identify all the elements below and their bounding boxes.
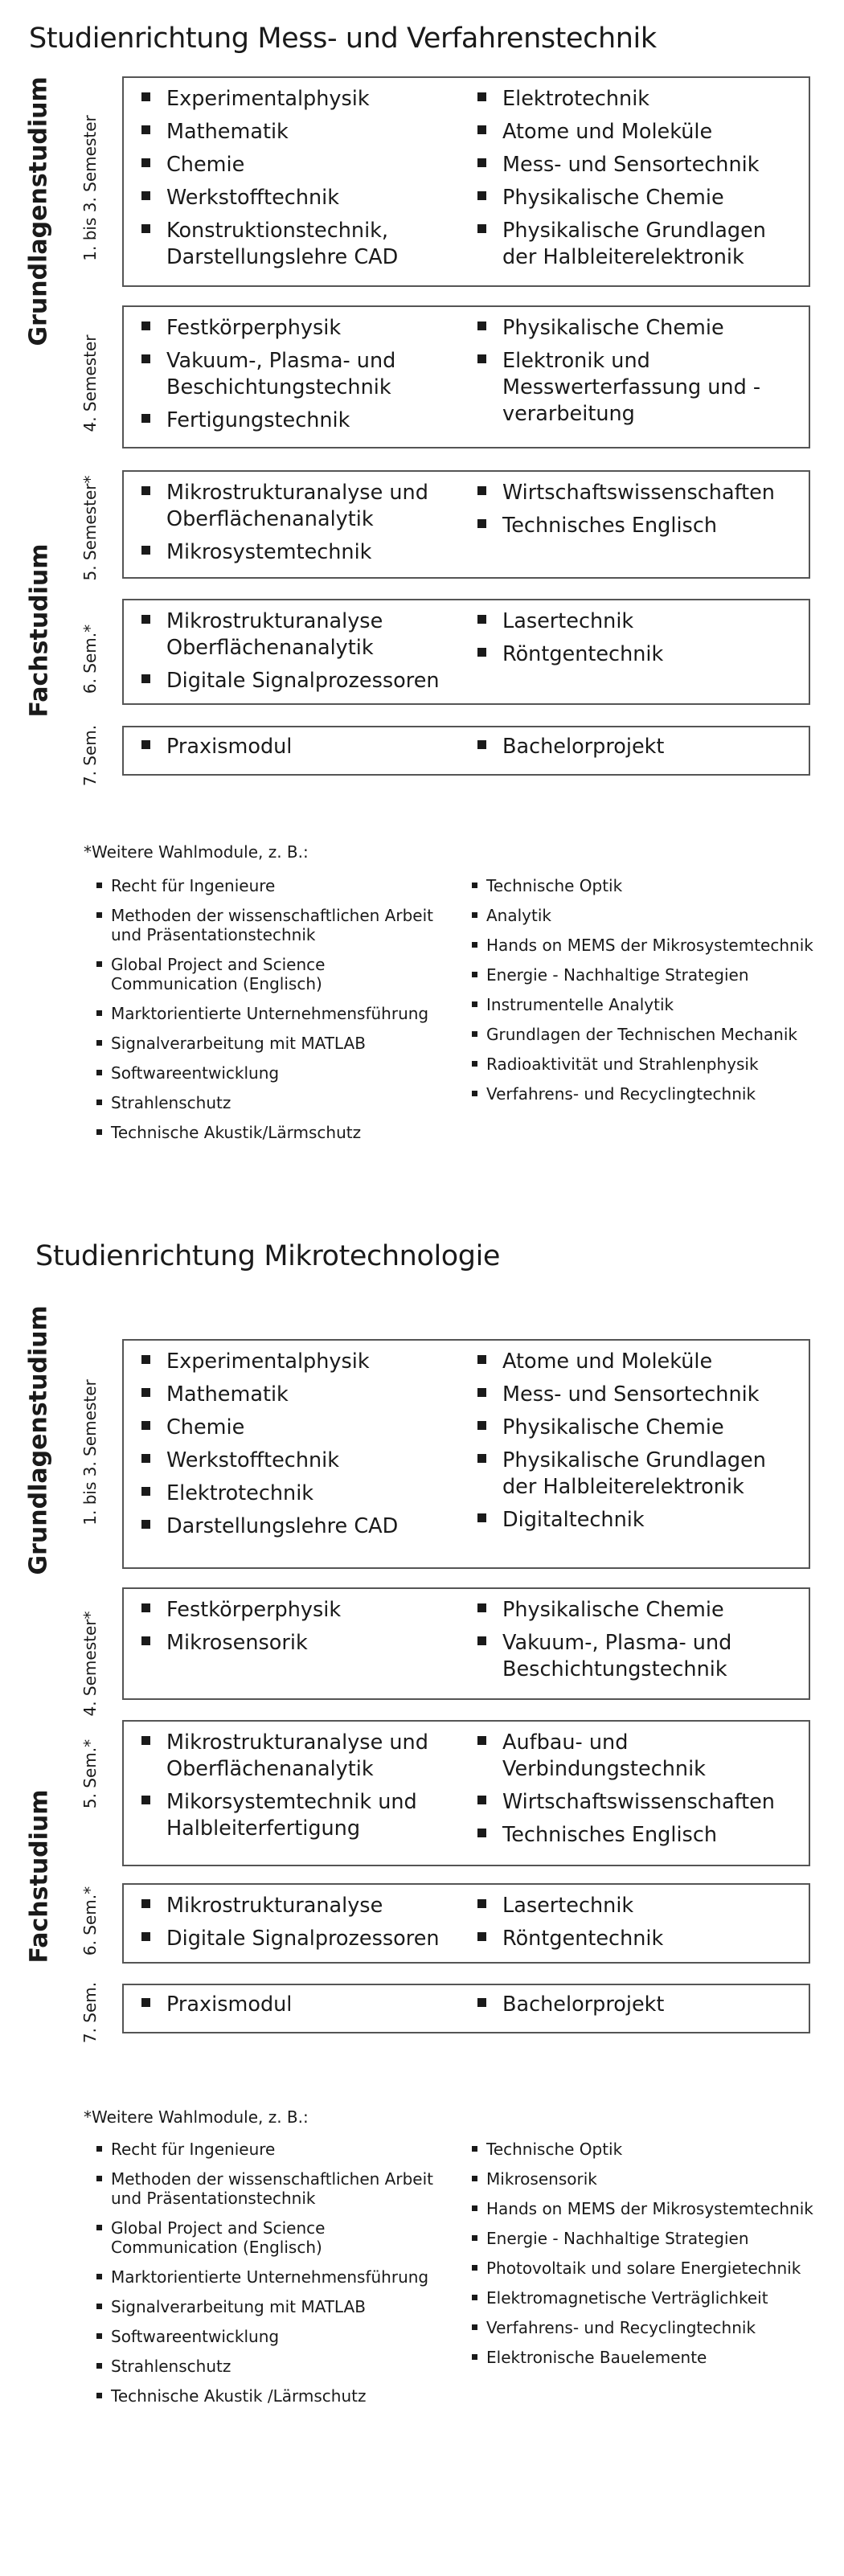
module-item: Experimentalphysik	[140, 1349, 461, 1375]
module-item: Fertigungstechnik	[140, 407, 461, 434]
list-item: Recht für Ingenieure	[95, 2140, 449, 2159]
module-item: Mikrostrukturanalyse Oberflächenanalytik	[140, 608, 461, 661]
module-item: Technisches Englisch	[476, 1822, 797, 1849]
list-item: Photovoltaik und solare Energietechnik	[470, 2259, 824, 2278]
module-item: Praxismodul	[140, 734, 461, 760]
module-item: Mikrostrukturanalyse und Oberflächenanalytik	[140, 1730, 461, 1783]
list-item: Hands on MEMS der Mikrosystemtechnik	[470, 936, 824, 955]
semester-block	[122, 599, 810, 705]
list-item: Signalverarbeitung mit MATLAB	[95, 2297, 449, 2316]
module-item: Digitaltechnik	[476, 1507, 797, 1534]
list-item: Technische Akustik /Lärmschutz	[95, 2386, 449, 2406]
semester-block	[122, 1339, 810, 1569]
list-item: Energie - Nachhaltige Strategien	[470, 2229, 824, 2248]
semester-label: 5. Sem.*	[80, 1738, 100, 1809]
module-item: Elektronik und Messwerterfassung und -verarbeitung	[476, 348, 797, 428]
module-item: Mikrosystemtechnik	[140, 539, 461, 566]
group-label-fachstudium: Fachstudium	[25, 543, 54, 718]
list-item: Global Project and Science Communication (Englisch)	[95, 2218, 449, 2257]
module-item: Vakuum-, Plasma- und Beschichtungstechnik	[476, 1630, 797, 1683]
group-label-grundlagenstudium: Grundlagenstudium	[24, 1305, 53, 1575]
semester-block	[122, 726, 810, 776]
module-item: Wirtschaftswissenschaften	[476, 1789, 797, 1816]
module-item: Darstellungslehre CAD	[140, 1513, 461, 1540]
module-item: Mess- und Sensortechnik	[476, 152, 797, 178]
module-item: Digitale Signalprozessoren	[140, 1926, 461, 1952]
semester-label: 6. Sem.*	[80, 1886, 100, 1956]
module-item: Mathematik	[140, 1382, 461, 1408]
module-item: Mikrostrukturanalyse und Oberflächenanalytik	[140, 480, 461, 533]
module-item: Mathematik	[140, 119, 461, 145]
module-item: Physikalische Chemie	[476, 1597, 797, 1624]
list-item: Hands on MEMS der Mikrosystemtechnik	[470, 2199, 824, 2218]
semester-block	[122, 1587, 810, 1700]
list-item: Verfahrens- und Recyclingtechnik	[470, 2318, 824, 2337]
semester-block	[122, 1720, 810, 1866]
module-item: Mikrosensorik	[140, 1630, 461, 1657]
semester-label: 4. Semester	[80, 334, 100, 432]
semester-label: 7. Sem.	[80, 1981, 100, 2044]
elective-note: *Weitere Wahlmodule, z. B.:	[84, 842, 309, 862]
module-item: Festkörperphysik	[140, 1597, 461, 1624]
semester-label: 5. Semester*	[80, 475, 100, 581]
list-item: Global Project and Science Communication (Englisch)	[95, 955, 449, 993]
module-item: Mikorsystemtechnik und Halbleiterfertigung	[140, 1789, 461, 1842]
list-item: Softwareentwicklung	[95, 2327, 449, 2346]
list-item: Mikrosensorik	[470, 2169, 824, 2189]
semester-label: 1. bis 3. Semester	[80, 115, 100, 261]
module-item: Röntgentechnik	[476, 1926, 797, 1952]
list-item: Recht für Ingenieure	[95, 876, 449, 895]
list-item: Grundlagen der Technischen Mechanik	[470, 1025, 824, 1044]
semester-label: 4. Semester*	[80, 1611, 100, 1717]
module-item: Elektrotechnik	[476, 86, 797, 113]
list-item: Signalverarbeitung mit MATLAB	[95, 1034, 449, 1053]
list-item: Radioaktivität und Strahlenphysik	[470, 1055, 824, 1074]
list-item: Marktorientierte Unternehmensführung	[95, 1004, 449, 1023]
list-item: Technische Optik	[470, 2140, 824, 2159]
semester-label: 6. Sem.*	[80, 624, 100, 694]
module-item: Mess- und Sensortechnik	[476, 1382, 797, 1408]
list-item: Softwareentwicklung	[95, 1063, 449, 1083]
semester-block	[122, 1883, 810, 1964]
list-item: Verfahrens- und Recyclingtechnik	[470, 1084, 824, 1104]
module-item: Digitale Signalprozessoren	[140, 668, 461, 694]
module-item: Festkörperphysik	[140, 315, 461, 342]
list-item: Elektromagnetische Verträglichkeit	[470, 2288, 824, 2308]
module-item: Mikrostrukturanalyse	[140, 1893, 461, 1919]
module-item: Aufbau- und Verbindungstechnik	[476, 1730, 797, 1783]
module-item: Wirtschaftswissenschaften	[476, 480, 797, 506]
module-item: Lasertechnik	[476, 1893, 797, 1919]
semester-block	[122, 470, 810, 579]
group-label-grundlagenstudium: Grundlagenstudium	[24, 76, 53, 346]
list-item: Analytik	[470, 906, 824, 925]
elective-note: *Weitere Wahlmodule, z. B.:	[84, 2107, 309, 2127]
module-item: Physikalische Grundlagen der Halbleiterelektronik	[476, 218, 797, 271]
semester-block	[122, 76, 810, 287]
module-item: Bachelorprojekt	[476, 1992, 797, 2018]
list-item: Strahlenschutz	[95, 1093, 449, 1112]
module-item: Röntgentechnik	[476, 641, 797, 668]
elective-list-left	[95, 876, 449, 1153]
module-item: Chemie	[140, 1415, 461, 1441]
semester-block	[122, 1984, 810, 2033]
elective-list-right	[470, 2140, 824, 2377]
module-item: Physikalische Chemie	[476, 185, 797, 211]
module-item: Experimentalphysik	[140, 86, 461, 113]
semester-label: 1. bis 3. Semester	[80, 1379, 100, 1526]
section-title: Studienrichtung Mikrotechnologie	[35, 1240, 501, 1272]
module-item: Vakuum-, Plasma- und Beschichtungstechnik	[140, 348, 461, 401]
list-item: Elektronische Bauelemente	[470, 2348, 824, 2367]
module-item: Atome und Moleküle	[476, 1349, 797, 1375]
module-item: Elektrotechnik	[140, 1480, 461, 1507]
list-item: Methoden der wissenschaftlichen Arbeit und Präsentationstechnik	[95, 906, 449, 944]
list-item: Methoden der wissenschaftlichen Arbeit und Präsentationstechnik	[95, 2169, 449, 2208]
elective-list-right	[470, 876, 824, 1114]
elective-list-left	[95, 2140, 449, 2416]
module-item: Physikalische Grundlagen der Halbleiterelektronik	[476, 1448, 797, 1501]
module-item: Atome und Moleküle	[476, 119, 797, 145]
list-item: Technische Akustik/Lärmschutz	[95, 1123, 449, 1142]
semester-label: 7. Sem.	[80, 724, 100, 787]
list-item: Strahlenschutz	[95, 2357, 449, 2376]
module-item: Technisches Englisch	[476, 513, 797, 539]
list-item: Marktorientierte Unternehmensführung	[95, 2267, 449, 2287]
module-item: Lasertechnik	[476, 608, 797, 635]
list-item: Energie - Nachhaltige Strategien	[470, 965, 824, 985]
module-item: Praxismodul	[140, 1992, 461, 2018]
semester-block	[122, 305, 810, 448]
list-item: Instrumentelle Analytik	[470, 995, 824, 1014]
module-item: Chemie	[140, 152, 461, 178]
module-item: Werkstofftechnik	[140, 1448, 461, 1474]
module-item: Konstruktionstechnik, Darstellungslehre CAD	[140, 218, 461, 271]
module-item: Bachelorprojekt	[476, 734, 797, 760]
module-item: Werkstofftechnik	[140, 185, 461, 211]
module-item: Physikalische Chemie	[476, 1415, 797, 1441]
list-item: Technische Optik	[470, 876, 824, 895]
module-item: Physikalische Chemie	[476, 315, 797, 342]
section-title: Studienrichtung Mess- und Verfahrenstechnik	[29, 23, 657, 55]
group-label-fachstudium: Fachstudium	[25, 1789, 54, 1964]
